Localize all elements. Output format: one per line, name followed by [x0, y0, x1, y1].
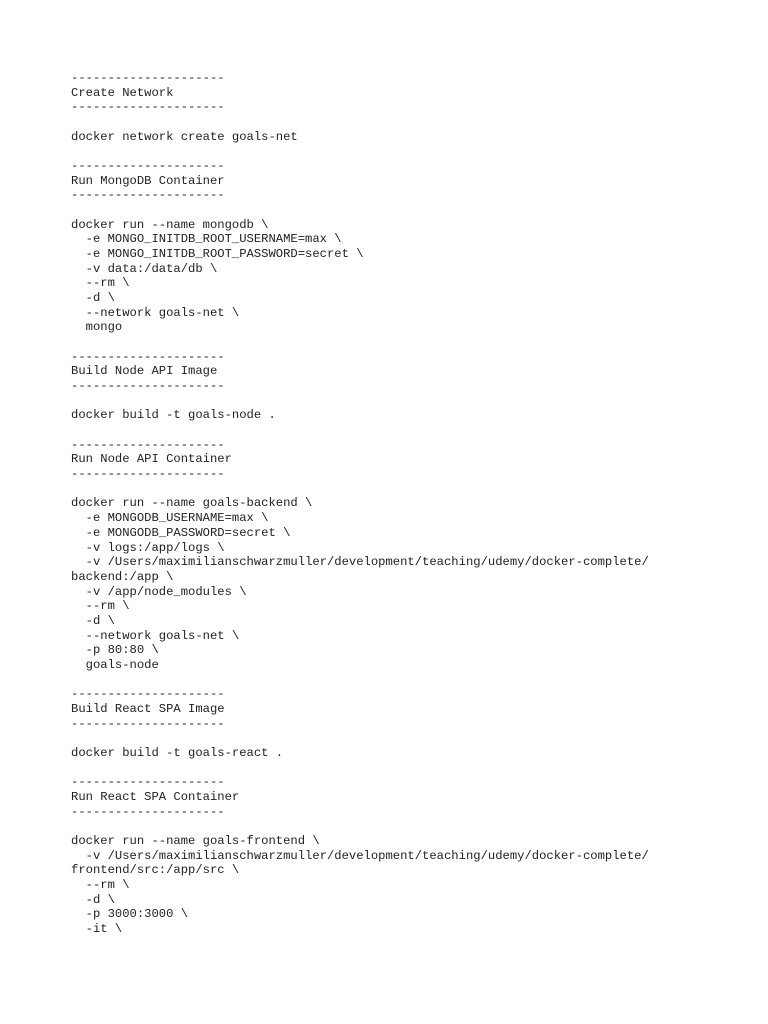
- divider: ---------------------: [71, 804, 225, 819]
- section-create-network: [71, 71, 748, 159]
- section-build-react-spa-image: [71, 687, 748, 775]
- command-line: -v /Users/maximilianschwarzmuller/development/teaching/udemy/docker-complete/: [71, 848, 649, 863]
- spacer: [71, 482, 748, 497]
- section-build-node-api-image: [71, 350, 748, 438]
- divider: ---------------------: [71, 467, 225, 482]
- spacer: [71, 115, 748, 130]
- spacer: [71, 731, 748, 746]
- command-line: -v logs:/app/logs \: [71, 540, 225, 555]
- command-line: docker run --name goals-frontend \: [71, 833, 320, 848]
- section-heading: Create Network: [71, 85, 174, 100]
- command-line: -it \: [71, 921, 123, 936]
- command-line: -v /app/node_modules \: [71, 584, 247, 599]
- divider: ---------------------: [71, 437, 225, 452]
- divider: ---------------------: [71, 775, 225, 790]
- command-line: -p 3000:3000 \: [71, 907, 189, 922]
- command-line: docker build -t goals-react .: [71, 745, 284, 760]
- command-line: -d \: [71, 291, 115, 306]
- divider: ---------------------: [71, 159, 225, 174]
- command-line: -v /Users/maximilianschwarzmuller/development/teaching/udemy/docker-complete/: [71, 555, 649, 570]
- section-run-react-spa-container: [71, 775, 748, 936]
- command-line: -e MONGODB_PASSWORD=secret \: [71, 525, 291, 540]
- divider: ---------------------: [71, 71, 225, 85]
- command-line: docker network create goals-net: [71, 129, 298, 144]
- command-line: --rm \: [71, 877, 130, 892]
- command-line: -d \: [71, 892, 115, 907]
- command-line: --rm \: [71, 276, 130, 291]
- command-line: docker build -t goals-node .: [71, 408, 276, 423]
- command-line: -d \: [71, 613, 115, 628]
- command-line: docker run --name goals-backend \: [71, 496, 313, 511]
- spacer: [71, 423, 748, 438]
- divider: ---------------------: [71, 716, 225, 731]
- spacer: [71, 144, 748, 159]
- command-line: goals-node: [71, 657, 159, 672]
- command-line: -e MONGO_INITDB_ROOT_PASSWORD=secret \: [71, 247, 364, 262]
- spacer: [71, 394, 748, 409]
- divider: ---------------------: [71, 349, 225, 364]
- command-line: docker run --name mongodb \: [71, 217, 269, 232]
- spacer: [71, 761, 748, 776]
- command-line: -e MONGO_INITDB_ROOT_USERNAME=max \: [71, 232, 342, 247]
- spacer: [71, 203, 748, 218]
- spacer: [71, 673, 748, 688]
- command-line: mongo: [71, 320, 123, 335]
- divider: ---------------------: [71, 687, 225, 702]
- section-heading: Run React SPA Container: [71, 789, 240, 804]
- section-heading: Build React SPA Image: [71, 701, 225, 716]
- divider: ---------------------: [71, 188, 225, 203]
- section-run-mongodb-container: [71, 159, 748, 350]
- command-line: -v data:/data/db \: [71, 261, 218, 276]
- divider: ---------------------: [71, 100, 225, 115]
- section-heading: Run MongoDB Container: [71, 173, 225, 188]
- section-heading: Run Node API Container: [71, 452, 232, 467]
- command-line: --network goals-net \: [71, 628, 240, 643]
- command-line: -e MONGODB_USERNAME=max \: [71, 511, 269, 526]
- section-heading: Build Node API Image: [71, 364, 218, 379]
- spacer: [71, 335, 748, 350]
- command-line: --network goals-net \: [71, 305, 240, 320]
- command-line: -p 80:80 \: [71, 643, 159, 658]
- document-page: [71, 71, 748, 937]
- section-run-node-api-container: [71, 438, 748, 687]
- command-line: --rm \: [71, 599, 130, 614]
- spacer: [71, 819, 748, 834]
- divider: ---------------------: [71, 379, 225, 394]
- command-line: backend:/app \: [71, 569, 174, 584]
- command-line: frontend/src:/app/src \: [71, 863, 240, 878]
